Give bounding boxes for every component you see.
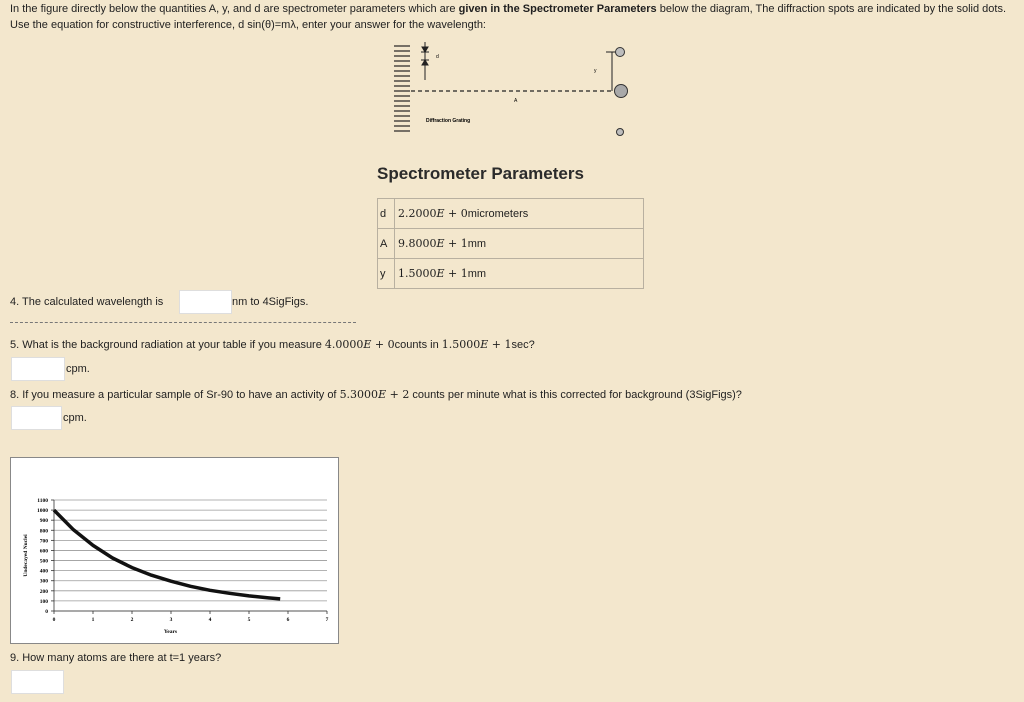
y-tick-label: 200 bbox=[39, 588, 48, 595]
series-line bbox=[54, 510, 280, 599]
q5-unit: cpm. bbox=[66, 363, 90, 375]
table-row bbox=[378, 259, 644, 289]
spectrometer-title: Spectrometer Parameters bbox=[377, 164, 584, 183]
decay-chart bbox=[11, 458, 338, 643]
y-tick-label: 1100 bbox=[37, 498, 48, 504]
diffraction-spot-center bbox=[615, 85, 628, 98]
instructions-text bbox=[10, 1, 1015, 33]
param-value: 1.5000E + 1mm bbox=[395, 259, 644, 289]
x-tick-label: 7 bbox=[325, 617, 329, 623]
y-tick-label: 800 bbox=[39, 528, 48, 535]
instructions-part2: below the diagram, The diffraction spots are indicated by the solid dots. Use the equation for constructive interference, d sin(θ)=mλ, enter your answer for the wavelength: bbox=[10, 3, 1007, 31]
instructions-part1: In the figure directly below the quantities A, y, and d are spectrometer parameters which are bbox=[10, 3, 459, 15]
label-A: A bbox=[514, 98, 518, 104]
param-key: A bbox=[378, 229, 395, 259]
diffraction-spot-bottom bbox=[617, 129, 624, 136]
y-tick-label: 400 bbox=[39, 568, 48, 575]
x-tick-label: 1 bbox=[91, 617, 95, 623]
table-row bbox=[378, 199, 644, 229]
y-axis-label: Undecayed Nuclei bbox=[23, 534, 29, 577]
background-input[interactable] bbox=[11, 357, 65, 381]
x-tick-label: 2 bbox=[130, 617, 134, 623]
x-tick-label: 5 bbox=[247, 617, 251, 623]
spectrometer-diagram bbox=[380, 38, 640, 150]
q9-label: 9. How many atoms are there at t=1 years? bbox=[10, 652, 222, 664]
label-grating: Diffraction Grating bbox=[426, 118, 471, 124]
x-tick-label: 6 bbox=[286, 617, 290, 623]
grating-lines bbox=[394, 46, 410, 131]
q8-question: 8. If you measure a particular sample of Sr-90 to have an activity of 5.3000E + 2 counts per minute what is this corrected for background (3SigFigs)? bbox=[10, 388, 742, 401]
table-row bbox=[378, 229, 644, 259]
label-y: y bbox=[594, 68, 597, 74]
q8-unit: cpm. bbox=[63, 412, 87, 424]
x-axis-label: Years bbox=[163, 629, 178, 635]
q5-question: 5. What is the background radiation at your table if you measure 4.0000E + 0counts in 1.5000E + 1sec? bbox=[10, 338, 535, 351]
y-tick-label: 500 bbox=[39, 558, 48, 565]
label-d: d bbox=[436, 54, 439, 60]
y-tick-label: 600 bbox=[39, 548, 48, 555]
y-tick-label: 900 bbox=[39, 518, 48, 525]
y-tick-label: 100 bbox=[39, 598, 48, 605]
wavelength-input[interactable] bbox=[179, 290, 232, 314]
divider bbox=[10, 322, 356, 323]
decay-chart-frame bbox=[10, 457, 339, 644]
d-dimension-marker bbox=[421, 42, 429, 80]
y-tick-label: 1000 bbox=[37, 508, 48, 515]
param-key: d bbox=[378, 199, 395, 229]
param-key: y bbox=[378, 259, 395, 289]
x-tick-label: 3 bbox=[169, 617, 173, 623]
x-tick-label: 0 bbox=[52, 617, 56, 623]
param-value: 9.8000E + 1mm bbox=[395, 229, 644, 259]
corrected-activity-input[interactable] bbox=[11, 406, 62, 430]
y-dimension-marker bbox=[606, 52, 618, 91]
diffraction-spot-top bbox=[616, 48, 625, 57]
q4-label: 4. The calculated wavelength is bbox=[10, 296, 164, 308]
y-tick-label: 0 bbox=[45, 609, 48, 615]
spectrometer-table bbox=[377, 198, 644, 289]
atoms-input[interactable] bbox=[11, 670, 64, 694]
q4-suffix: nm to 4SigFigs. bbox=[232, 296, 309, 308]
y-tick-label: 300 bbox=[39, 578, 48, 585]
y-tick-label: 700 bbox=[39, 538, 48, 545]
param-value: 2.2000E + 0micrometers bbox=[395, 199, 644, 229]
x-tick-label: 4 bbox=[208, 617, 212, 623]
instructions-bold: given in the Spectrometer Parameters bbox=[458, 3, 657, 15]
